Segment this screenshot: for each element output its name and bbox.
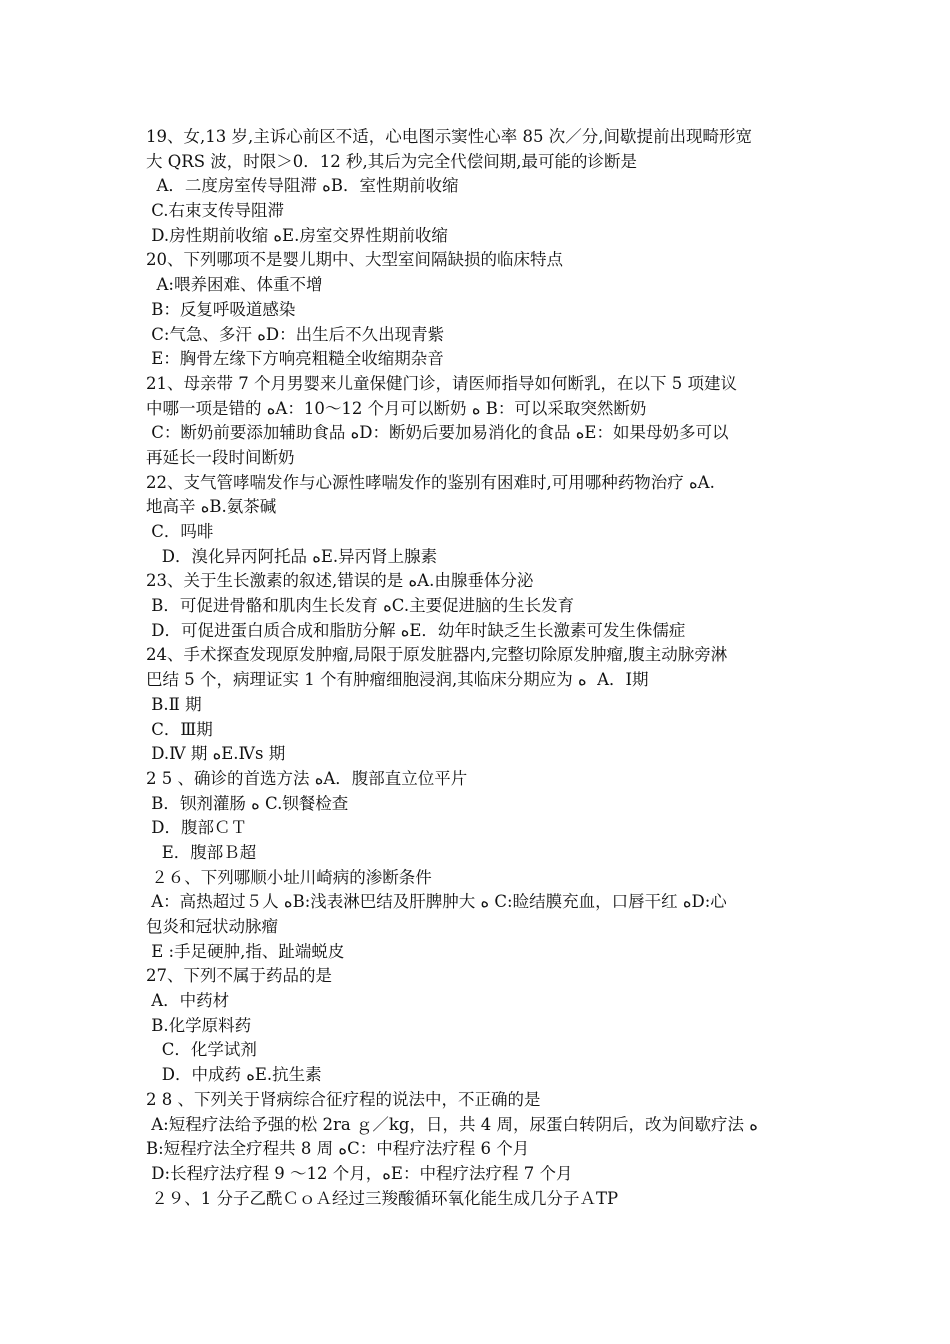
- text-line: E．腹部Ｂ超: [146, 842, 257, 862]
- text-line: 2 5 、确诊的首选方法 ﻩA．腹部直立位平片: [146, 768, 468, 788]
- document-body: [146, 125, 816, 1211]
- text-line: 中哪一项是错的 ﻩA：10～12 个月可以断奶 ﻩ B：可以采取突然断奶: [146, 398, 647, 418]
- text-line: E：胸骨左缘下方响亮粗糙全收缩期杂音: [146, 349, 444, 369]
- text-line: 21、母亲带 7 个月男婴来儿童保健门诊，请医师指导如何断乳，在以下 5 项建议: [146, 373, 737, 393]
- text-line: C:气急、多汗 ﻩD：出生后不久出现青紫: [146, 324, 445, 344]
- text-line: 24、手术探查发现原发肿瘤,局限于原发脏器内,完整切除原发肿瘤,腹主动脉旁淋: [146, 645, 728, 665]
- text-line: C．吗啡: [146, 522, 214, 541]
- text-line: D:长程疗法疗程 9 ～12 个月，ﻩE：中程疗法疗程 7 个月: [146, 1163, 573, 1183]
- text-line: D．溴化异丙阿托品 ﻩE.异丙肾上腺素: [146, 546, 438, 566]
- text-line: B.Ⅱ 期: [146, 694, 202, 714]
- text-line: B．钡剂灌肠 ﻩ C.钡餐检查: [146, 793, 349, 813]
- text-line: C：断奶前要添加辅助食品 ﻩD：断奶后要加易消化的食品 ﻩE：如果母奶多可以: [146, 423, 729, 443]
- text-line: A．中药材: [146, 991, 230, 1011]
- text-line: 19、女,13 岁,主诉心前区不适，心电图示窦性心率 85 次／分,间歇提前出现畸形宽: [146, 127, 752, 146]
- text-line: 20、下列哪项不是婴儿期中、大型室间隔缺损的临床特点: [146, 250, 563, 270]
- text-line: 22、支气管哮喘发作与心源性哮喘发作的鉴别有困难时,可用哪种药物治疗 ﻩA.: [146, 472, 715, 492]
- text-line: 再延长一段时间断奶: [146, 447, 295, 467]
- text-line: A．二度房室传导阻滞 ﻩB．室性期前收缩: [146, 176, 459, 196]
- text-line: 大 QRS 波，时限＞0．12 秒,其后为完全代偿间期,最可能的诊断是: [146, 151, 637, 171]
- text-line: 23、关于生长激素的叙述,错误的是 ﻩA.由腺垂体分泌: [146, 571, 534, 591]
- text-line: A:短程疗法给予强的松 2ra ｇ／kg，日，共 4 周，尿蛋白转阴后，改为间歇疗法 ﻩ: [146, 1114, 758, 1134]
- text-line: ２９、1 分子乙酰ＣｏＡ经过三羧酸循环氧化能生成几分子ＡTP: [146, 1188, 619, 1208]
- text-line: 27、下列不属于药品的是: [146, 966, 332, 986]
- text-line: C．化学试剂: [146, 1040, 257, 1060]
- text-line: B．可促进骨骼和肌肉生长发育 ﻩC.主要促进脑的生长发育: [146, 596, 575, 616]
- text-line: C．Ⅲ期: [146, 719, 213, 739]
- text-line: 包炎和冠状动脉瘤: [146, 917, 278, 936]
- text-line: ２６、下列哪顺小址川崎病的渗断条件: [146, 867, 432, 887]
- text-line: A:喂养困难、体重不增: [146, 275, 323, 295]
- text-line: B:短程疗法全疗程共 8 周 ﻩC：中程疗法疗程 6 个月: [146, 1139, 530, 1159]
- text-line: D.房性期前收缩 ﻩE.房室交界性期前收缩: [146, 225, 448, 245]
- text-line: C.右束支传导阻滞: [146, 201, 285, 221]
- text-line: D.Ⅳ 期 ﻩE.Ⅳs 期: [146, 744, 286, 764]
- text-line: 地高辛 ﻩB.氨茶碱: [146, 497, 277, 517]
- text-line: A：高热超过５人 ﻩB:浅表淋巴结及肝脾肿大 ﻩ C:睑结膜充血，口唇干红 ﻩD:心: [146, 892, 727, 912]
- text-line: D．中成药 ﻩE.抗生素: [146, 1065, 322, 1085]
- text-line: 2 8 、下列关于肾病综合征疗程的说法中，不正确的是: [146, 1089, 541, 1109]
- text-line: D．可促进蛋白质合成和脂肪分解 ﻩE．幼年时缺乏生长激素可发生侏儒症: [146, 620, 686, 640]
- text-line: B：反复呼吸道感染: [146, 299, 296, 319]
- text-line: 巴结 5 个，病理证实 1 个有肿瘤细胞浸润,其临床分期应为 ﻩ A．Ⅰ期: [146, 670, 649, 690]
- text-line: E :手足硬肿,指、趾端蜕皮: [146, 941, 345, 961]
- text-line: D．腹部ＣＴ: [146, 818, 247, 838]
- text-line: B.化学原料药: [146, 1015, 252, 1035]
